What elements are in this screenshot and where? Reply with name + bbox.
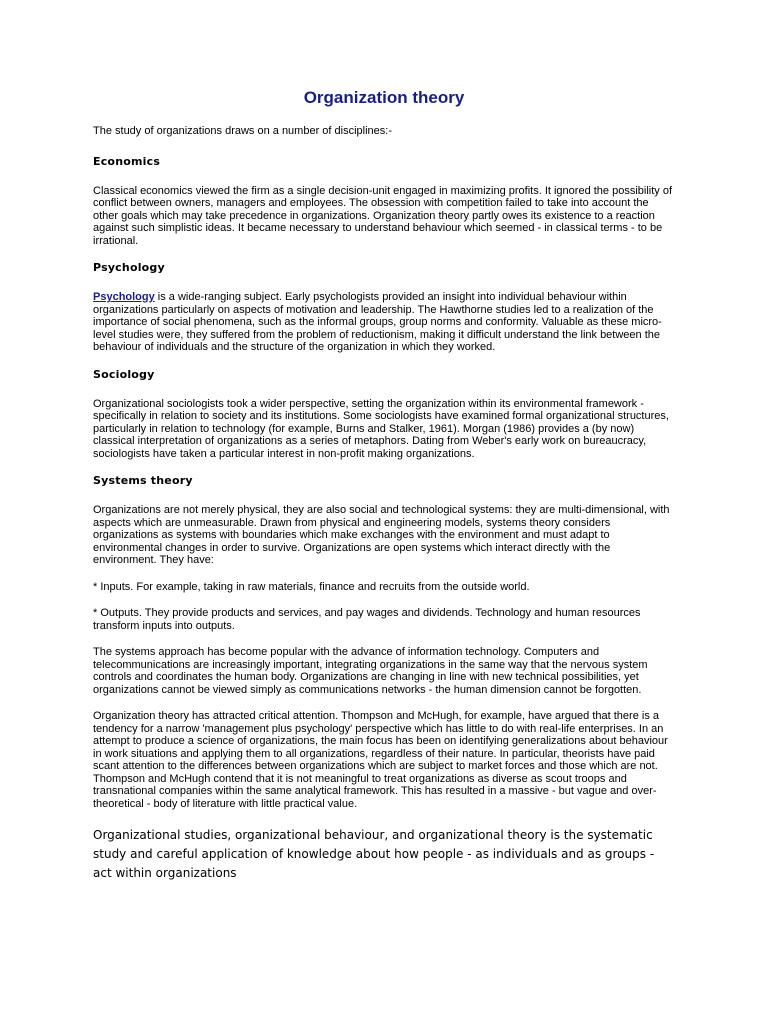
systems-outputs-item: * Outputs. They provide products and services, and pay wages and dividends. Technology and human resources transform inputs into outputs. bbox=[93, 607, 641, 632]
psychology-link[interactable]: Psychology bbox=[93, 291, 155, 303]
psychology-paragraph bbox=[93, 291, 675, 354]
systems-paragraph: Organizations are not merely physical, they are also social and technological systems: they are multi-dimensional, with aspects which are unmeasurable. Drawn from physical and engineering models, systems theory considers organizations as systems with boundaries which make exchanges with the environment and must adapt to environmental changes in order to survive. Organizations are open systems which interact directly with the environment. They have: bbox=[93, 504, 670, 566]
sociology-paragraph: Organizational sociologists took a wider perspective, setting the organization within its environmental framework - specifically in relation to society and its institutions. Some sociologists have examined formal organizational structures, particularly in relation to technology (for example, Burns and Stalker, 1961). Morgan (1986) provides a (by now) classical interpretation of organizations as a series of metaphors. Dating from Weber's early work on bureaucracy, sociologists have taken a particular interest in non-profit making organizations. bbox=[93, 397, 669, 460]
closing-text: is the systematic study and careful application of knowledge about how people - as individuals and as groups - act within organizations bbox=[93, 828, 655, 880]
systems-approach-paragraph: The systems approach has become popular with the advance of information technology. Computers and telecommunications are increasingly important, integrating organizations in the same way that the nervous system controls and coordinates the human body. Organizations are changing in line with new technical possibilities, yet organizations cannot be viewed simply as communications networks - the human dimension cannot be forgotten. bbox=[93, 646, 648, 696]
section-heading-economics: Economics bbox=[93, 154, 161, 168]
closing-bold-text: Organizational studies, organizational behaviour, and organizational theory bbox=[93, 828, 547, 842]
psychology-paragraph-text: is a wide-ranging subject. Early psychologists provided an insight into individual behaviour within organizations particularly on aspects of motivation and leadership. The Hawthorne studies led to a realization of the importance of social phenomena, such as the informal groups, group norms and conformity. Valuable as these micro-level studies were, they suffered from the problem of reductionism, making it difficult understand the link between the behaviour of individuals and the structure of the organization in which they worked. bbox=[93, 291, 662, 353]
section-heading-sociology: Sociology bbox=[93, 367, 155, 381]
systems-inputs-item: * Inputs. For example, taking in raw materials, finance and recruits from the outside world. bbox=[93, 580, 530, 593]
closing-paragraph bbox=[93, 826, 675, 883]
section-heading-systems-theory: Systems theory bbox=[93, 474, 193, 487]
critique-paragraph: Organization theory has attracted critical attention. Thompson and McHugh, for example, have argued that there is a tendency for a narrow 'management plus psychology' perspective which has little to do with real-life enterprises. In an attempt to produce a science of organizations, the main focus has been on identifying generalizations about behaviour in work situations and applying them to all organizations, regardless of their nature. In particular, theorists have paid scant attention to the differences between organizations which are subject to market forces and those which are not. Thompson and McHugh contend that it is not meaningful to treat organizations as diverse as scout troops and transnational companies within the same analytical framework. This has resulted in a massive - but vague and over-theoretical - body of literature with little practical value. bbox=[93, 710, 668, 810]
intro-paragraph: The study of organizations draws on a number of disciplines:- bbox=[93, 125, 392, 137]
section-heading-psychology: Psychology bbox=[93, 261, 165, 274]
document-content bbox=[93, 88, 675, 883]
page-title: Organization theory bbox=[303, 88, 465, 107]
economics-paragraph: Classical economics viewed the firm as a single decision-unit engaged in maximizing profits. It ignored the possibility of conflict between owners, managers and employees. The obsession with competition failed to take into account the other goals which may take precedence in organizations. Organization theory partly owes its existence to a reaction against such simplistic ideas. It became necessary to understand behaviour which seemed - in classical terms - to be irrational. bbox=[93, 184, 672, 247]
